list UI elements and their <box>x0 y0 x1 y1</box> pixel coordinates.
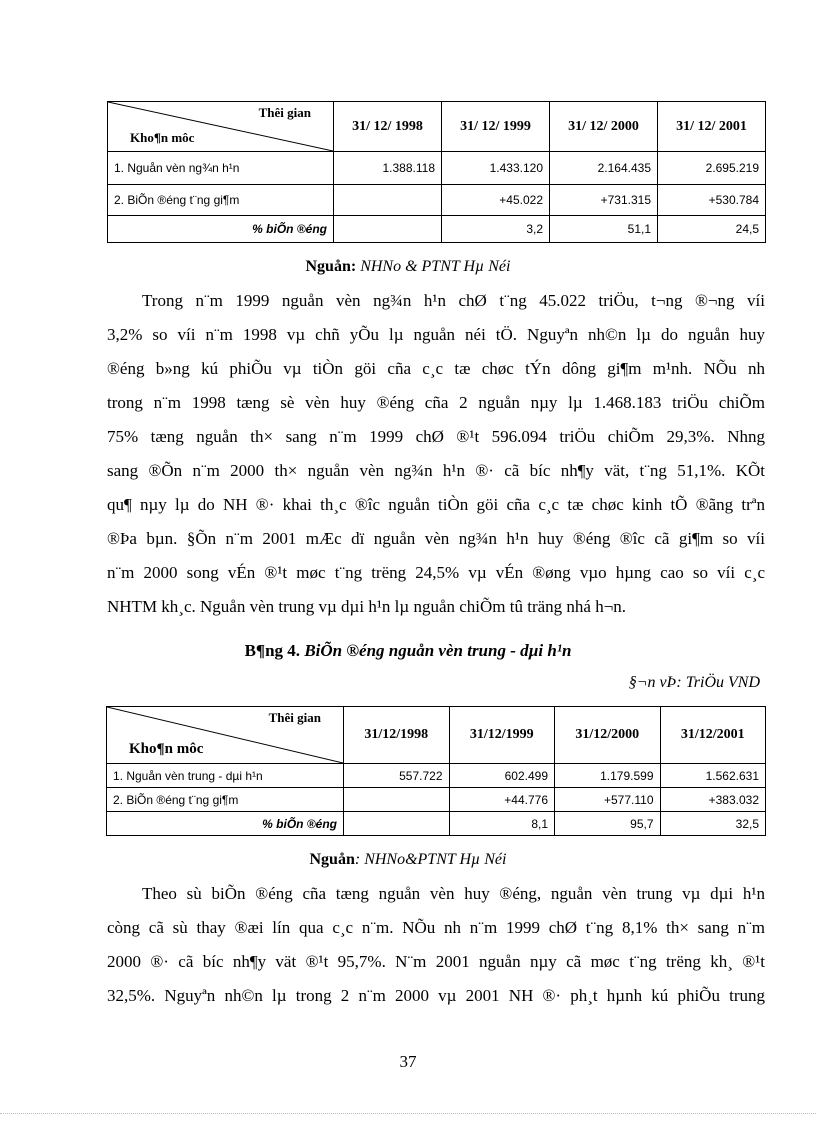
cell-value <box>344 788 450 812</box>
cell-value: 1.562.631 <box>660 764 766 788</box>
table-header-row <box>108 102 766 152</box>
text-line: 75% tæng nguån th× sang n¨m 1999 chØ ®¹t 596.094 triÖu chiÕm 29,3%. Nhng <box>107 427 765 446</box>
text-line: ®Þa bµn. §Õn n¨m 2001 mÆc dï nguån vèn ng¾n h¹n huy ®éng ®îc cã gi¶m so víi <box>107 529 765 548</box>
table-row <box>107 812 766 836</box>
column-header: 31/ 12/ 2001 <box>658 102 766 152</box>
header-item-label: Kho¶n môc <box>129 741 204 757</box>
text-line: còng cã sù thay ®æi lín qua c¸c n¨m. NÕu nh n¨m 1999 chØ t¨ng 8,1% th× sang n¨m <box>107 918 765 937</box>
cell-value: 557.722 <box>344 764 450 788</box>
cell-value: 32,5 <box>660 812 766 836</box>
source-text: : NHNo&PTNT Hµ Néi <box>354 851 507 868</box>
column-header: 31/12/2001 <box>660 707 766 764</box>
text-line: trong n¨m 1998 tæng sè vèn huy ®éng cña 2 nguån nµy lµ 1.468.183 triÖu chiÕm <box>107 393 765 412</box>
cell-value: +731.315 <box>550 185 658 216</box>
table-corner-cell <box>108 102 334 152</box>
text-line: 2000 ®· cã bíc nh¶y vät ®¹t 95,7%. N¨m 2001 nguån nµy cã møc t¨ng trëng kh¸ ®¹t <box>107 952 765 971</box>
table-row <box>108 152 766 185</box>
table-row <box>108 185 766 216</box>
cell-value: +530.784 <box>658 185 766 216</box>
page-number: 37 <box>399 1052 417 1071</box>
cell-value: 51,1 <box>550 216 658 243</box>
cell-value <box>334 216 442 243</box>
text-line: Theo sù biÕn ®éng cña tæng nguån vèn huy ®éng, nguån vèn trung vµ dµi h¹n <box>142 884 765 903</box>
cell-value: 1.433.120 <box>442 152 550 185</box>
table-short-term-capital <box>107 101 766 243</box>
row-label: 2. BiÕn ®éng t¨ng gi¶m <box>107 788 344 812</box>
source-label: Nguån <box>309 851 355 868</box>
cell-value: 1.388.118 <box>334 152 442 185</box>
body-paragraph <box>107 877 765 1013</box>
text-line: Trong n¨m 1999 nguån vèn ng¾n h¹n chØ t¨ng 45.022 triÖu, t¬ng ®¬ng víi <box>142 291 765 310</box>
table-source-note <box>0 258 816 276</box>
page-edge-divider <box>0 1113 816 1114</box>
cell-value: +45.022 <box>442 185 550 216</box>
cell-value: 602.499 <box>449 764 555 788</box>
header-time-label: Thêi gian <box>258 105 311 120</box>
text-line: ®éng b»ng kú phiÕu vµ tiÒn göi cña c¸c tæ chøc tÝn dông gi¶m m¹nh. NÕu nh <box>107 359 765 378</box>
row-label: % biÕn ®éng <box>108 216 334 243</box>
cell-value: 2.164.435 <box>550 152 658 185</box>
cell-value: +44.776 <box>449 788 555 812</box>
column-header: 31/12/1999 <box>449 707 555 764</box>
text-line: n¨m 2000 song vÉn ®¹t møc t¨ng trëng 24,5% vµ vÉn ®øng vµo hµng cao so víi c¸c <box>107 563 765 582</box>
table-row <box>107 764 766 788</box>
column-header: 31/ 12/ 1999 <box>442 102 550 152</box>
column-header: 31/12/2000 <box>555 707 661 764</box>
table-row <box>108 216 766 243</box>
header-item-label: Kho¶n môc <box>130 130 195 145</box>
table-caption <box>0 641 816 661</box>
text-line: NHTM kh¸c. Nguån vèn trung vµ dµi h¹n lµ nguån chiÕm tû träng nhá h¬n. <box>107 597 627 616</box>
caption-label: B¶ng 4. <box>244 641 301 660</box>
unit-note: §¬n vÞ: TriÖu VND <box>628 674 760 691</box>
cell-value: 8,1 <box>449 812 555 836</box>
cell-value: +577.110 <box>555 788 661 812</box>
column-header: 31/ 12/ 2000 <box>550 102 658 152</box>
row-label: 2. BiÕn ®éng t¨ng gi¶m <box>108 185 334 216</box>
caption-title: BiÕn ®éng nguån vèn trung - dµi h¹n <box>300 641 572 660</box>
cell-value: 3,2 <box>442 216 550 243</box>
column-header: 31/ 12/ 1998 <box>334 102 442 152</box>
cell-value: 1.179.599 <box>555 764 661 788</box>
text-line: 3,2% so víi n¨m 1998 vµ chñ yÕu lµ nguån néi tÖ. Nguyªn nh©n lµ do nguån huy <box>107 325 765 344</box>
cell-value: 2.695.219 <box>658 152 766 185</box>
header-time-label: Thêi gian <box>268 710 321 725</box>
table-corner-cell <box>107 707 344 764</box>
cell-value: 24,5 <box>658 216 766 243</box>
source-label: Nguån: <box>305 258 357 275</box>
cell-value: +383.032 <box>660 788 766 812</box>
text-line: 32,5%. Nguyªn nh©n lµ trong 2 n¨m 2000 vµ 2001 NH ®· ph¸t hµnh kú phiÕu trung <box>107 986 765 1005</box>
text-line: sang ®Õn n¨m 2000 th× nguån vèn ng¾n h¹n ®· cã bíc nh¶y vät, t¨ng 51,1%. KÕt <box>107 461 765 480</box>
table-medium-long-term-capital <box>106 706 766 836</box>
table-header-row <box>107 707 766 764</box>
cell-value: 95,7 <box>555 812 661 836</box>
body-paragraph <box>107 284 765 624</box>
column-header: 31/12/1998 <box>344 707 450 764</box>
text-line: qu¶ nµy lµ do NH ®· khai th¸c ®îc nguån tiÒn göi cña c¸c tæ chøc kinh tÕ ®ãng trªn <box>107 495 765 514</box>
table-source-note <box>0 851 816 869</box>
cell-value <box>344 812 450 836</box>
row-label: 1. Nguån vèn ng¾n h¹n <box>108 152 334 185</box>
table-row <box>107 788 766 812</box>
row-label: 1. Nguån vèn trung - dµi h¹n <box>107 764 344 788</box>
source-text: NHNo & PTNT Hµ Néi <box>356 258 511 275</box>
row-label: % biÕn ®éng <box>107 812 344 836</box>
cell-value <box>334 185 442 216</box>
